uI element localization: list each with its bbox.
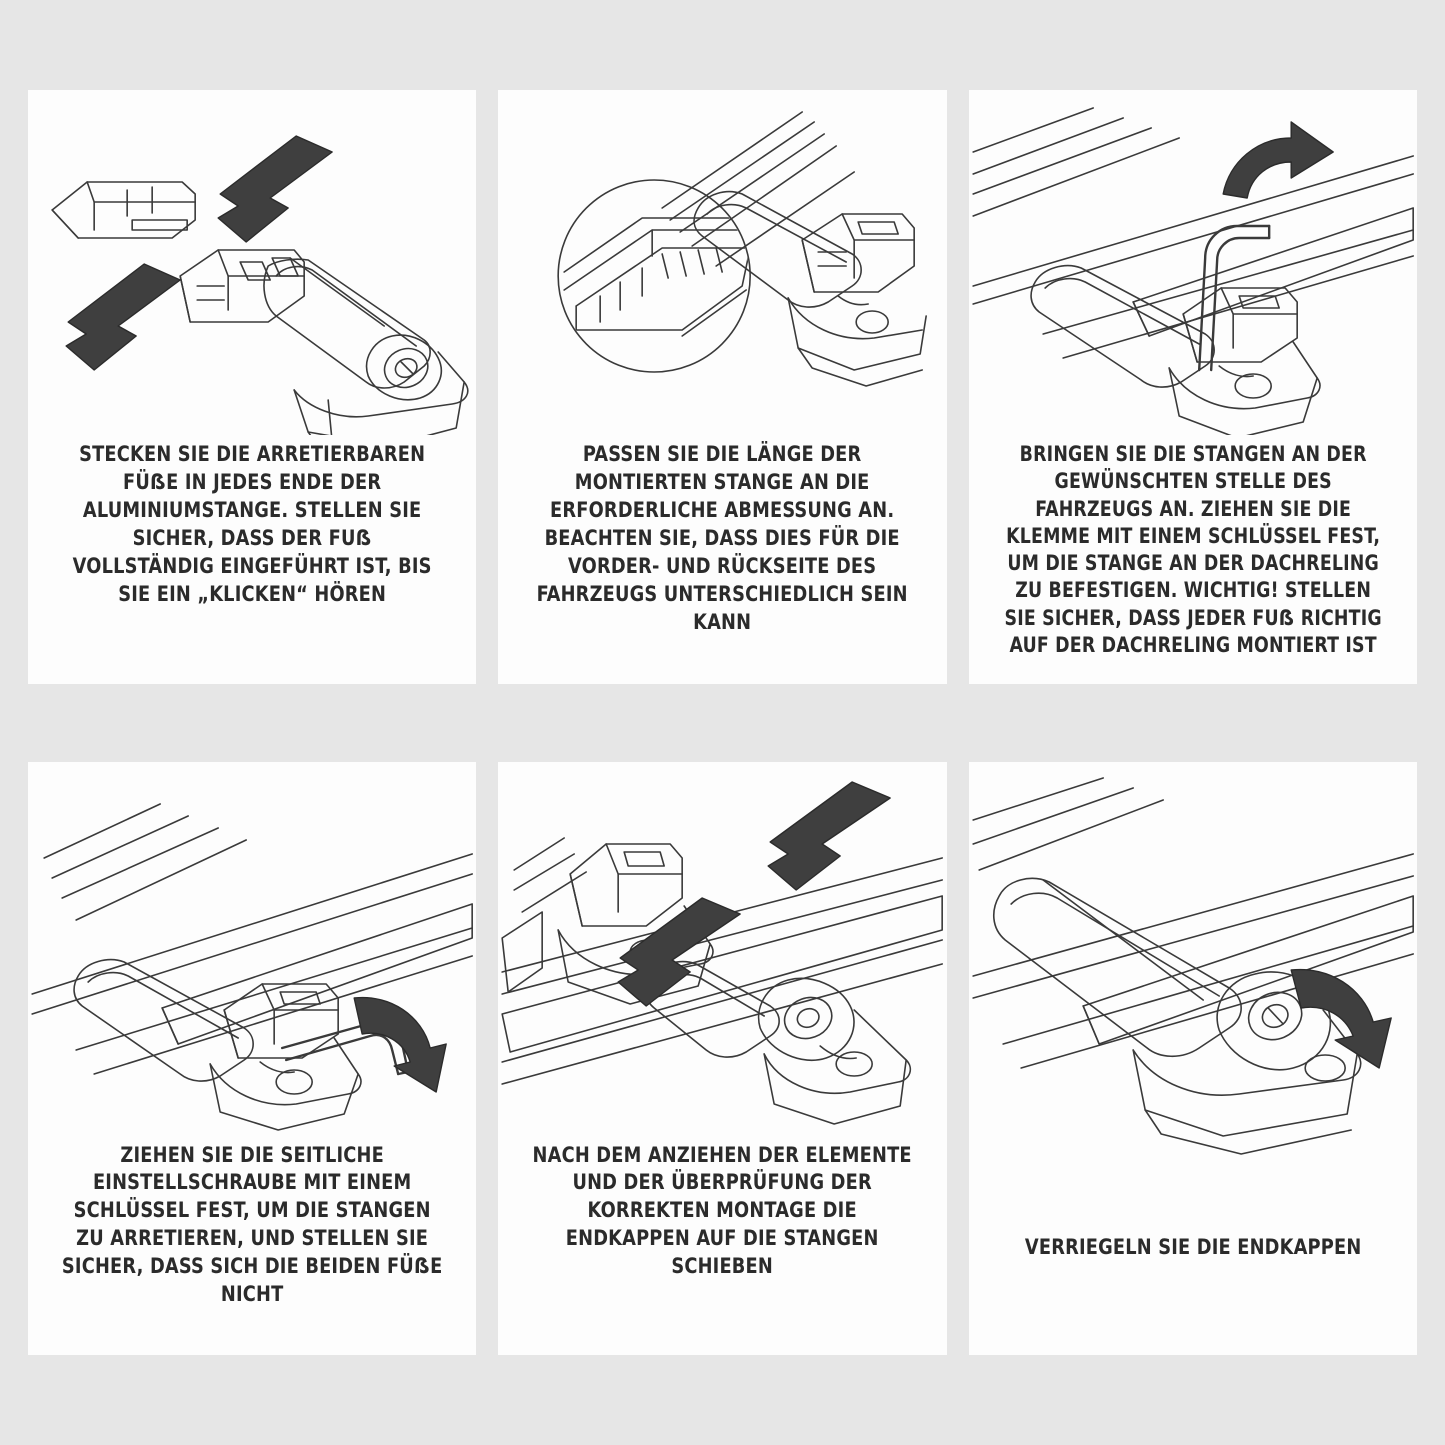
- step-caption: STECKEN SIE DIE ARRETIERBAREN FÜẞE IN JEDES ENDE DER ALUMINIUMSTANGE. STELLEN SIE SICHER, DASS DER FUẞ VOLLSTÄNDIG EINGEFÜHRT IST, BIS SIE EIN „KLICKEN“ HÖREN: [72, 442, 432, 607]
- rotation-arrow: [1223, 122, 1333, 198]
- foot-base: [294, 352, 468, 435]
- roof-rail: [1133, 208, 1413, 336]
- key-rotation-arrow: [1291, 969, 1391, 1067]
- instruction-card-step-2: [498, 90, 946, 684]
- foot-assembly: [788, 214, 926, 386]
- roof-rail: [162, 904, 472, 1044]
- illustration-step-2: [498, 90, 946, 435]
- step-caption: NACH DEM ANZIEHEN DER ELEMENTE UND DER ÜBERPRÜFUNG DER KORREKTEN MONTAGE DIE ENDKAPPEN AUF DIE STANGEN SCHIEBEN: [532, 1142, 913, 1280]
- aluminium-bar: [264, 258, 430, 388]
- instruction-card-step-4: [28, 762, 476, 1356]
- slide-arrow-lower: [618, 898, 740, 1006]
- slide-arrow-upper: [768, 782, 890, 890]
- instruction-card-step-6: [969, 762, 1417, 1356]
- illustration-step-4: [28, 762, 476, 1132]
- step-caption: ZIEHEN SIE DIE SEITLICHE EINSTELLSCHRAUBE MIT EINEM SCHLÜSSEL FEST, UM DIE STANGEN ZU ARRETIEREN, UND STELLEN SIE SICHER, DASS SICH DIE BEIDEN FÜẞE NICHT: [61, 1142, 443, 1308]
- illustration-step-1: [28, 90, 476, 435]
- assembly-arrow-upper: [218, 136, 332, 242]
- illustration-step-3: [969, 90, 1417, 435]
- aluminium-bar: [74, 959, 253, 1080]
- rotation-arrow: [354, 997, 446, 1091]
- illustration-step-6: [969, 762, 1417, 1162]
- step-caption: PASSEN SIE DIE LÄNGE DER MONTIERTEN STANGE AN DIE ERFORDERLICHE ABMESSUNG AN. BEACHTEN SIE, DASS DIES FÜR DIE VORDER- UND RÜCKSEITE DES FAHRZEUGS UNTERSCHIEDLICH SEIN KANN: [536, 442, 909, 635]
- roof-rail-lines: [662, 112, 854, 266]
- vehicle-roof: [502, 858, 942, 1084]
- detail-bar-channel: [564, 218, 750, 336]
- allen-key: [1199, 226, 1269, 370]
- illustration-step-5: [498, 762, 946, 1132]
- end-cap-with-lock: [367, 335, 442, 400]
- aluminium-bar-on-rail: [694, 192, 861, 307]
- end-cap: [759, 978, 911, 1124]
- instruction-card-step-1: [28, 90, 476, 684]
- foot-base: [1133, 1010, 1361, 1154]
- assembly-arrow-lower: [66, 264, 180, 370]
- instruction-card-step-5: [498, 762, 946, 1356]
- bar-fragment-top-left: [52, 182, 195, 238]
- instruction-card-step-3: [969, 90, 1417, 684]
- detail-magnifier-circle: [558, 180, 750, 372]
- step-caption: BRINGEN SIE DIE STANGEN AN DER GEWÜNSCHTEN STELLE DES FAHRZEUGS AN. ZIEHEN SIE DIE KLEMME MIT EINEM SCHLÜSSEL FEST, UM DIE STANGE AN DER DACHRELING ZU BEFESTIGEN. WICHTIG! STELLEN SIE SICHER, DASS JEDER FUẞ RICHTIG AUF DER DACHRELING MONTIERT IST: [1004, 442, 1382, 658]
- step-caption: VERRIEGELN SIE DIE ENDKAPPEN: [1024, 1234, 1362, 1260]
- foot-clamp-assembly: [1169, 288, 1320, 435]
- aluminium-bar: [993, 878, 1240, 1056]
